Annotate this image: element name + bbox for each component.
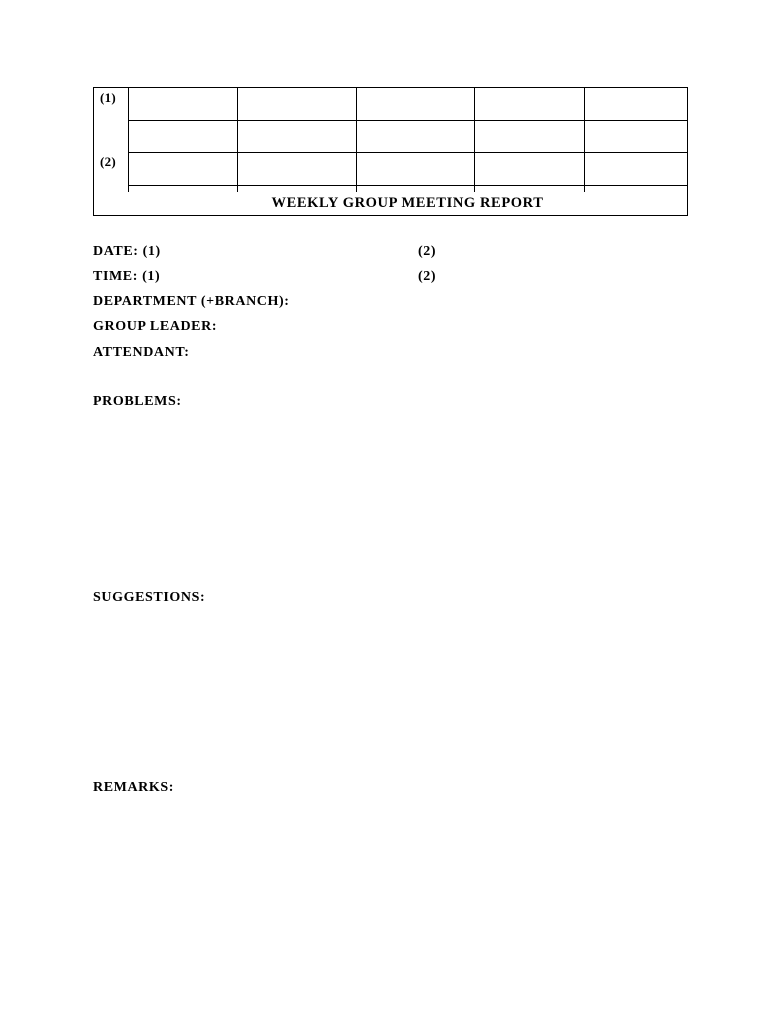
remarks-heading: REMARKS: [93,780,175,795]
time-second-label: (2) [418,269,437,284]
grid-cell-r2-c2[interactable] [238,121,356,152]
grid-cell-r3-c2[interactable] [238,153,356,185]
time-label: TIME: (1) [93,269,161,284]
grid-cell-r2-c3[interactable] [357,121,474,152]
attendant-label: ATTENDANT: [93,345,190,360]
grid-cell-r3-c5[interactable] [585,153,687,185]
header-grid [93,87,688,216]
grid-cell-r1-c1[interactable] [129,88,237,120]
date-second-label: (2) [418,244,437,259]
grid-cell-r1-c3[interactable] [357,88,474,120]
grid-cell-r2-c5[interactable] [585,121,687,152]
department-label: DEPARTMENT (+BRANCH): [93,294,290,309]
grid-line-h3 [128,185,687,186]
grid-row-label-2: (2) [100,154,117,169]
report-title: WEEKLY GROUP MEETING REPORT [271,195,544,211]
grid-cell-r3-c4[interactable] [475,153,584,185]
grid-cell-r3-c3[interactable] [357,153,474,185]
grid-cell-r2-c4[interactable] [475,121,584,152]
grid-cell-r1-c4[interactable] [475,88,584,120]
date-label: DATE: (1) [93,244,161,259]
grid-cell-r1-c2[interactable] [238,88,356,120]
grid-cell-r2-c1[interactable] [129,121,237,152]
problems-heading: PROBLEMS: [93,394,182,409]
grid-cell-r1-c5[interactable] [585,88,687,120]
grid-cell-r3-c1[interactable] [129,153,237,185]
suggestions-heading: SUGGESTIONS: [93,590,206,605]
grid-row-label-1: (1) [100,90,117,105]
group-leader-label: GROUP LEADER: [93,319,218,334]
